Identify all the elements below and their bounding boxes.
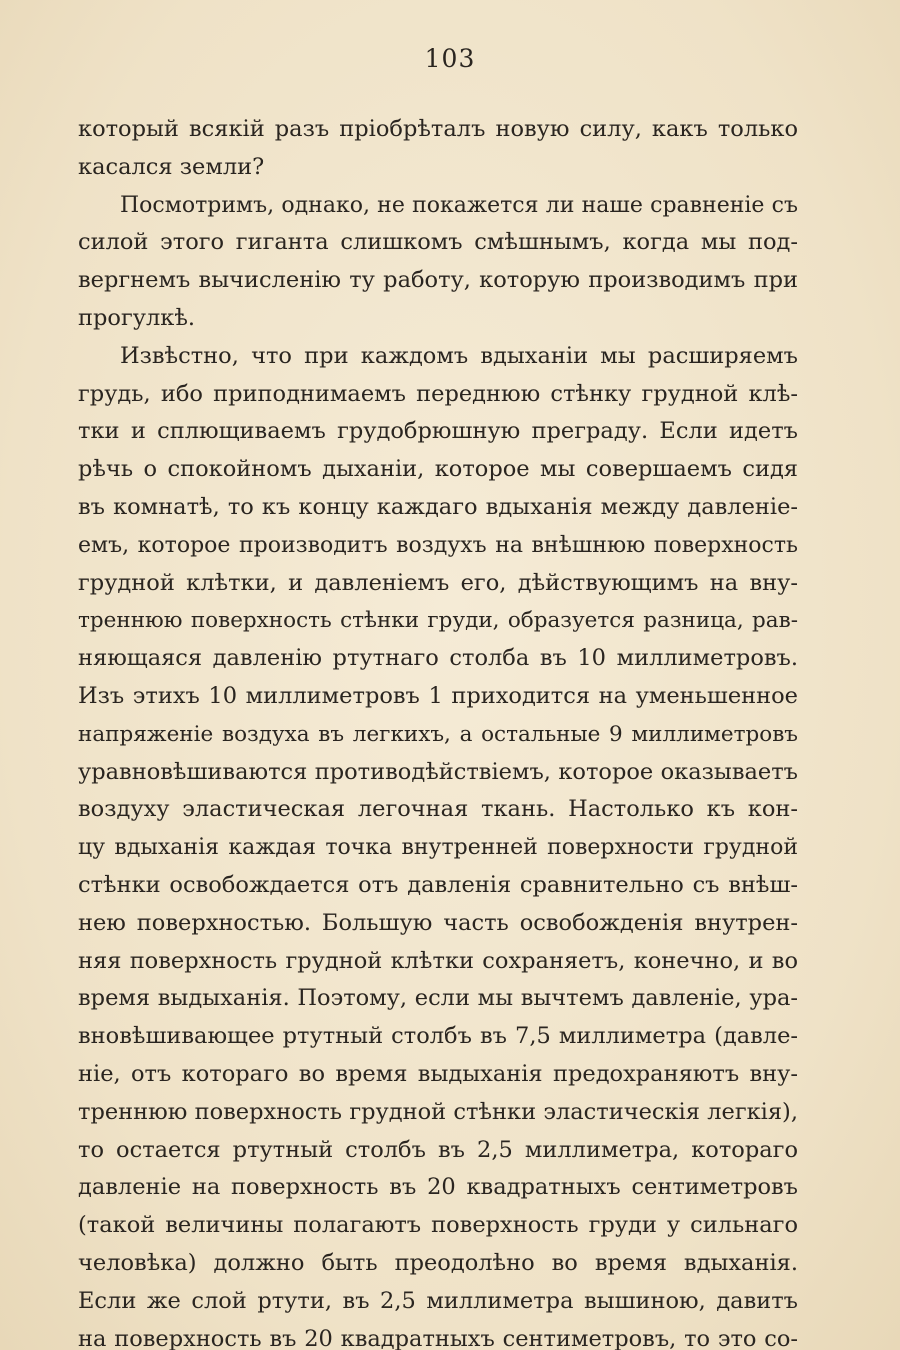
text-line: на поверхность въ 20 квадратныхъ сентиметровъ, то это со- [78,1325,798,1350]
text-line: уравновѣшиваются противодѣйствіемъ, которое оказываетъ [78,758,798,785]
text-line: тки и сплющиваемъ грудобрюшную преграду. Если идетъ [78,418,798,445]
text-line: вновѣшивающее ртутный столбъ въ 7,5 миллиметра (давле- [78,1023,798,1050]
text-line: силой этого гиганта слишкомъ смѣшнымъ, когда мы под- [78,229,798,256]
text-line: ніе, отъ котораго во время выдыханія предохраняютъ вну- [78,1060,798,1087]
text-line: няющаяся давленію ртутнаго столба въ 10 миллиметровъ. [78,645,798,672]
paragraph-start-line: Посмотримъ, однако, не покажется ли наше сравненіе съ [120,192,798,218]
page-number: 103 [424,44,476,73]
text-line: стѣнки освобождается отъ давленія сравнительно съ внѣш- [78,871,798,898]
text-line: который всякій разъ пріобрѣталъ новую силу, какъ только [78,116,798,142]
text-line: то остается ртутный столбъ въ 2,5 миллиметра, котораго [78,1136,798,1163]
body-text [78,111,798,1350]
text-line: прогулкѣ. [78,304,196,331]
text-line: няя поверхность грудной клѣтки сохраняетъ, конечно, и во [78,947,798,974]
text-line: касался земли? [78,153,265,180]
text-line: (такой величины полагаютъ поверхность груди у сильнаго [78,1212,798,1239]
paragraph-start-line: Извѣстно, что при каждомъ вдыханіи мы расширяемъ [120,342,798,369]
text-line: цу вдыханія каждая точка внутренней поверхности грудной [78,835,798,861]
text-line: треннюю поверхность грудной стѣнки эластическія легкія), [78,1098,798,1125]
text-line: время выдыханія. Поэтому, если мы вычтемъ давленіе, ура- [78,985,798,1012]
text-line: емъ, которое производитъ воздухъ на внѣшнюю поверхность [78,532,798,558]
text-line: напряженіе воздуха въ легкихъ, а остальные 9 миллиметровъ [78,721,798,747]
text-line: вергнемъ вычисленію ту работу, которую производимъ при [78,267,798,294]
text-line: воздуху эластическая легочная ткань. Настолько къ кон- [78,796,798,823]
text-line: человѣка) должно быть преодолѣно во время вдыханія. [78,1249,798,1276]
text-line: грудь, ибо приподнимаемъ переднюю стѣнку грудной клѣ- [78,380,798,407]
text-line: нею поверхностью. Большую часть освобожденія внутрен- [78,909,798,936]
text-line: грудной клѣтки, и давленіемъ его, дѣйствующимъ на вну- [78,569,798,596]
text-line: въ комнатѣ, то къ концу каждаго вдыханія между давленіе- [78,493,798,520]
text-line: Если же слой ртути, въ 2,5 миллиметра вышиною, давитъ [78,1287,798,1314]
text-line: Изъ этихъ 10 миллиметровъ 1 приходится на уменьшенное [78,682,798,709]
text-line: треннюю поверхность стѣнки груди, образуется разница, рав- [78,608,798,634]
text-line: давленіе на поверхность въ 20 квадратныхъ сентиметровъ [78,1174,798,1201]
text-line: рѣчь о спокойномъ дыханіи, которое мы совершаемъ сидя [78,456,798,483]
